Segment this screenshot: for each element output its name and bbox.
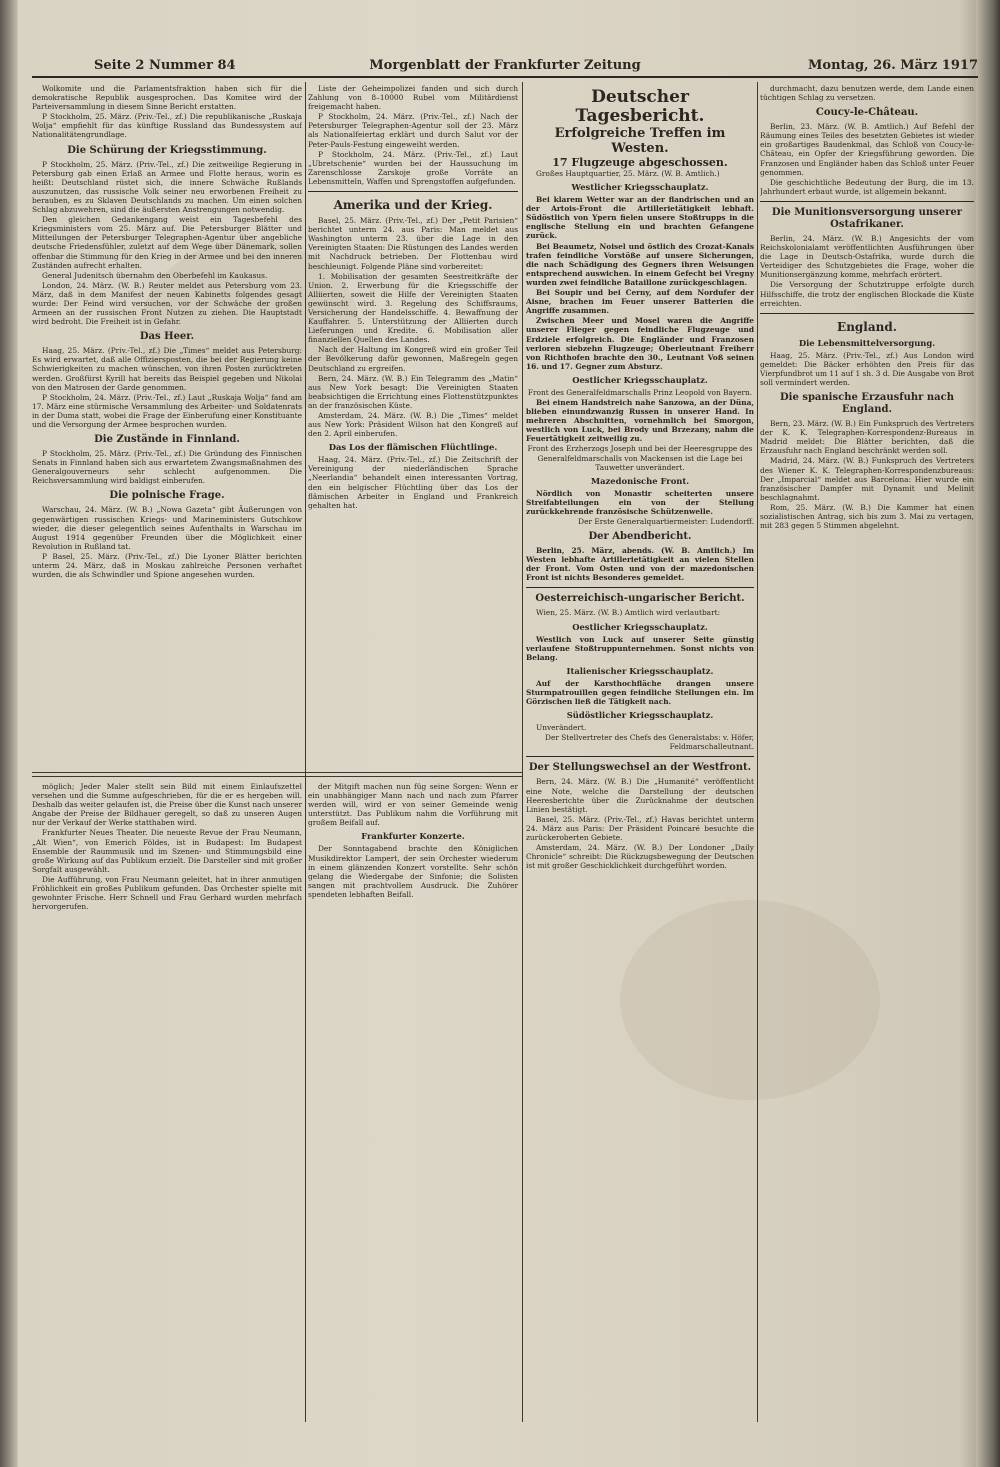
article-text: Die geschichtliche Bedeutung der Burg, die im 13. Jahrhundert erbaut wurde, ist allgemein bekannt. (760, 177, 974, 196)
article-text: Berlin, 24. März. (W. B.) Angesichts der vom Reichskolonialamt veröffentlichten Ausführungen über die Lage in Deutsch-Ostafrika, wurde durch die Verteidiger des Schutzgebietes die Frage, woher die Munitionsergänzung komme, mehrfach erörtert. (760, 233, 974, 280)
headline: Der Abendbericht. (588, 531, 692, 543)
article-text: durchmacht, dazu benutzen werde, dem Lande einen tüchtigen Schlag zu versetzen. (760, 84, 974, 103)
article-text: Nach der Haltung im Kongreß wird ein großer Teil der Bevölkerung dafür gewonnen, Maßregeln gegen Deutschland zu ergreifen. (308, 345, 518, 373)
article-text: Bern, 24. März. (W. B.) Ein Telegramm des „Matin“ aus New York besagt: Die Vereinigten Staaten beabsichtigen die Errichtung eines Flottenstützpunktes an der französischen Küste. (308, 373, 518, 410)
section-heading: Italienischer Kriegsschauplatz. (566, 665, 714, 676)
article-text: möglich; Jeder Maler stellt sein Bild mit einem Einlaufszettel versehen und die Summe aufgeschrieben, für die er es hergeben will. Deshalb das weiter gelaufen ist, die Preise über die Kunst nach unserer Angabe der Preise der Bildhauer geregelt, so daß zu unseren Augen nur der Verkauf der Werke statthaben wird. (32, 782, 302, 828)
section-rule (760, 313, 974, 314)
article-text: Madrid, 24. März. (W. B.) Funkspruch des Vertreters des Wiener K. K. Telegraphen-Korrespondenzbureaus: Der „Imparcial“ meldet aus Barcelona: Hier wurde ein französischer Dampfer mit Dynamit und Melinit beschlagnahmt. (760, 456, 974, 502)
article-text: Liste der Geheimpolizei fanden und sich durch Zahlung von 8–10000 Rubel vom Militärdienst freigemacht haben. (308, 84, 518, 112)
headline: Das Los der flämischen Flüchtlinge. (328, 442, 498, 453)
headline: Coucy-le-Château. (815, 107, 919, 119)
article-text: Basel, 25. März. (Priv.-Tel., zf.) Der „Petit Parisien“ berichtet unterm 24. aus Paris: Man meldet aus Washington unterm 23. über die Lage in den Vereinigten Staaten: Die Rüstungen des Landes werden mit Nachdruck betrieben. Der Flottenbau wird beschleunigt. Folgende Pläne sind vorbereitet: (308, 216, 518, 271)
article-text: Zwischen Meer und Mosel waren die Angriffe unserer Flieger gegen feindliche Flugzeuge und Erdziele erfolgreich. Die Engländer und Franzosen verloren siebzehn Flugzeuge; Oberleutnant Freiherr von Richthofen brachte den 30., Leutnant Voß seinen 16. und 17. Gegner zum Absturz. (526, 316, 754, 371)
feuilleton-column-1 (32, 782, 302, 1418)
section-heading: Mazedonische Front. (590, 475, 690, 486)
subheadline: Erfolgreiche Treffen im Westen. (554, 126, 726, 156)
article-text: P Stockholm, 25. März. (Priv.-Tel., zf.) Die Gründung des Finnischen Senats in Finnland haben sich aus erwartetem Zwangsmaßnahmen des Generalgouverneurs sehr schlecht aufgenommen. Die Reichsversammlung wird baldigst einberufen. (32, 449, 302, 486)
article-text: Bei Soupir und bei Cerny, auf dem Nordufer der Aisne, brachen im Feuer unserer Batterien die Angriffe zusammen. (526, 288, 754, 316)
article-text: Haag, 25. März. (Priv.-Tel., zf.) Die „Times“ meldet aus Petersburg: Es wird erwartet, daß alle Offiziersposten, die bei der Regierung keine Schwierigkeiten zu machen wünschen, von ihren Posten zurücktreten werden. Großfürst Kyrill hat bereits das Beispiel gegeben und Nikolai von den Matrosen der Garde genommen. (32, 346, 302, 392)
section-heading: Oestlicher Kriegsschauplatz. (572, 374, 708, 385)
signature: Der Erste Generalquartiermeister: Ludendorff. (578, 517, 754, 526)
article-text: Der Sonntagabend brachte den Königlichen Musikdirektor Lampert, der sein Orchester wiederum in einem glänzenden Konzert vorstellte. Sehr schön gelang die Wiedergabe der Sinfonie; die Solisten sangen mit prachtvollem Ausdruck. Die Zuhörer spendeten lebhaften Beifall. (308, 844, 518, 899)
column-2 (308, 84, 518, 768)
article-text: P Stockholm, 25. März. (Priv.-Tel., zf.) Die republikanische „Ruskaja Wolja“ empfiehlt für das künftige Russland das Bundessystem auf Nationalitätengrundlage. (32, 112, 302, 140)
article-text: Warschau, 24. März. (W. B.) „Nowa Gazeta“ gibt Äußerungen von gegenwärtigen russischen Kriegs- und Marineministers Gutschkow wieder, die dieser gelegentlich seines Aufenthalts in Warschau im August 1914 gegenüber Freunden über die Möglichkeit einer Revolution in Rußland tat. (32, 505, 302, 551)
dateline: Wien, 25. März. (W. B.) Amtlich wird verlautbart: (536, 608, 721, 618)
section-rule (526, 756, 754, 757)
section-heading: Westlicher Kriegsschauplatz. (571, 182, 709, 193)
article-text: Die Versorgung der Schutztruppe erfolgte durch Hilfsschiffe, die trotz der englischen Blockade die Küste erreichten. (760, 280, 974, 308)
article-text: Bern, 24. März. (W. B.) Die „Humanité“ veröffentlicht eine Note, welche die Darstellung der deutschen Heeresberichte über die Zurücknahme der deutschen Linien bestätigt. (526, 777, 754, 814)
section-heading: Die Lebensmittelversorgung. (798, 337, 936, 348)
subheadline: 17 Flugzeuge abgeschossen. (552, 156, 728, 169)
article-text: Frankfurter Neues Theater. Die neueste Revue der Frau Neumann, „Alt Wien“, von Emerich Földes, ist in Budapest: Im Budapest Ensemble der Raummusik und im Szenen- und Stimmungsbild eine große Wirkung auf das Publikum erzielt. Die Darsteller sind mit großer Sorgfalt ausgewählt. (32, 828, 302, 874)
feuilleton-column-2 (308, 782, 518, 1418)
headline: Die Schürung der Kriegsstimmung. (67, 144, 267, 156)
article-text: Amsterdam, 24. März. (W. B.) Die „Times“ meldet aus New York: Präsident Wilson hat den Kongreß auf den 2. April einberufen. (308, 411, 518, 439)
article-text: General Judenitsch übernahm den Oberbefehl im Kaukasus. (42, 270, 268, 280)
headline: Das Heer. (139, 331, 195, 343)
article-text: Bern, 23. März. (W. B.) Ein Funkspruch des Vertreters der K. K. Telegraphen-Korrespondenz-Bureaus in Madrid meldet: Die Blätter berichten, daß die Erzausfuhr nach England beschränkt werden soll. (760, 419, 974, 456)
article-text: Auf der Karsthochfläche drangen unsere Sturmpatrouillen gegen feindliche Stellungen ein. Im Görzischen ließ die Tätigkeit nach. (526, 678, 754, 707)
page-number: Seite 2 Nummer 84 (94, 58, 236, 73)
article-text: Haag, 25. März. (Priv.-Tel., zf.) Aus London wird gemeldet: Die Bäcker erhöhten den Preis für das Vierpfundbrot um 11 auf 1 sh. 3 d. Die Ausgabe von Brot soll vermindert werden. (760, 350, 974, 387)
page-edge (976, 0, 1000, 1467)
article-text: P Stockholm, 25. März. (Priv.-Tel., zf.) Die zeitweilige Regierung in Petersburg gab einen Erlaß an Armee und Flotte heraus, worin es heißt: Deutschland rüstet sich, die innere Schwäche Rußlands auszunutzen, das russische Volk seiner neu erworbenen Freiheit zu berauben, es zu Sklaven Deutschlands zu machen. Um einen solchen Schlag abzuwehren, sind die äußersten Anstrengungen notwendig. (32, 159, 302, 215)
headline: Die spanische Erzausfuhr nach England. (780, 392, 954, 416)
headline: Die Zustände in Finnland. (94, 434, 240, 446)
headline: Der Stellungswechsel an der Westfront. (528, 762, 752, 774)
article-text: P Basel, 25. März. (Priv.-Tel., zf.) Die Lyoner Blätter berichten unterm 24. März, daß in Moskau zahlreiche Personen verhaftet wurden, die als Schwindler und Spione angesehen wurden. (32, 551, 302, 580)
article-text: Amsterdam, 24. März. (W. B.) Der Londoner „Daily Chronicle“ schreibt: Die Rückzugsbewegung der Deutschen ist mit großer Geschicklichkeit durchgeführt worden. (526, 843, 754, 871)
article-text: 1. Mobilisation der gesamten Seestreitkräfte der Union. 2. Erwerbung für die Kriegsschiffe der Alliierten, soweit die Hilfe der Vereinigten Staaten gewünscht wird. 3. Regelung des Schiffsraums, Versicherung der Handelsschiffe. 4. Bewaffnung der Kauffahrer. 5. Unterstützung der Alliierten durch Lieferungen und Kredite. 6. Mobilisation aller finanziellen Quellen des Landes. (308, 271, 518, 345)
article-text: Bei einem Handstreich nahe Sanzowa, an der Düna, blieben einundzwanzig Russen in unserer Hand. In mehreren Abschnitten, vornehmlich bei Smorgon, westlich von Luck, bei Brody und Brzezany, nahm die Feuertätigkeit zeitweilig zu. (526, 397, 754, 444)
article-text: Basel, 25. März. (Priv.-Tel., zf.) Havas berichtet unterm 24. März aus Paris: Der Präsident Poincaré besuchte die zurückeroberten Gebiete. (526, 814, 754, 842)
article-text: P Stockholm, 24. März. (Priv.-Tel., zf.) Nach der Petersburger Telegraphen-Agentur soll der 23. März als Nationalfeiertag erklärt und durch Salut vor der Peter-Pauls-Festung eingeweiht werden. (308, 112, 518, 149)
binding-edge (0, 0, 18, 1467)
section-rule (308, 191, 518, 192)
masthead (32, 58, 978, 78)
headline: Die Munitionsversorgung unserer Ostafrikaner. (771, 206, 963, 230)
article-text: Haag, 24. März. (Priv.-Tel., zf.) Die Zeitschrift der Vereinigung der niederländischen Sprache „Neerlandia“ behandelt einen interessanten Vortrag, den ein belgischer Flüchtling über das Los der flämischen Arbeiter in England und Frankreich gehalten hat. (308, 455, 518, 510)
section-rule (526, 587, 754, 588)
front-line: Front des Generalfeldmarschalls Prinz Leopold von Bayern. (527, 387, 753, 397)
headline: Amerika und der Krieg. (333, 198, 493, 213)
article-text: Rom, 25. März. (W. B.) Die Kammer hat einen sozialistischen Antrag, sich bis zum 3. Mai zu vertagen, mit 283 gegen 5 Stimmen abgelehnt. (760, 502, 974, 531)
article-text: Die Aufführung, von Frau Neumann geleitet, hat in ihrer anmutigen Fröhlichkeit ein großes Publikum gefunden. Das Orchester spielte mit gewohnter Frische. Herr Schnell und Frau Gerhard wurden mehrfach hervorgerufen. (32, 874, 302, 912)
article-text: Den gleichen Gedankengang weist ein Tagesbefehl des Kriegsministers vom 25. März auf. Die Petersburger Blätter und Mitteilungen der Petersburger Telegraphen-Agentur über angebliche deutsche Friedensfühler, zuletzt auf dem Wege über Dänemark, sollen offenbar die Stimmung für den Krieg in der Armee und bei den inneren Zuständen aufrecht erhalten. (32, 215, 302, 270)
section-heading: Oestlicher Kriegsschauplatz. (572, 621, 708, 632)
column-rule (305, 82, 306, 1422)
article-text: Bei Beaumetz, Noisel und östlich des Crozat-Kanals trafen feindliche Vorstöße auf unsere Sicherungen, die nach Schädigung des Gegners ihren Weisungen entsprechend auswichen. In einem Gefecht bei Vregny wurden zwei feindliche Bataillone zurückgeschlagen. (526, 241, 754, 287)
article-text: Wolkomite und die Parlamentsfraktion haben sich für die demokratische Republik ausgesprochen. Das Komitee wird der Parteiversammlung in diesem Sinne Bericht erstatten. (32, 84, 302, 112)
article-text: Nördlich von Monastir scheiterten unsere Streifabteilungen ein von der Stellung zurückkehrende französische Schützenwelle. (526, 488, 754, 516)
article-text: Westlich von Luck auf unserer Seite günstig verlaufene Stoßtruppunternehmen. Sonst nichts von Belang. (526, 634, 754, 662)
signature: Der Stellvertreter des Chefs des Generalstabs: v. Höfer, Feldmarschalleutnant. (545, 733, 754, 752)
headline: Die polnische Frage. (109, 490, 225, 502)
article-text: der Mitgift machen nun füg seine Sorgen: Wenn er ein unabhängiger Mann nach und nach zum Pfarrer werden will, wird er von seiner Gemeinde wenig unterstützt. Das Publikum nahm die Vorführung mit großem Beifall auf. (308, 782, 518, 828)
section-heading: Südöstlicher Kriegsschauplatz. (566, 710, 714, 721)
article-text: Unverändert. (536, 723, 587, 733)
headline: England. (837, 319, 897, 334)
newspaper-title: Morgenblatt der Frankfurter Zeitung (369, 58, 641, 73)
front-line: Front des Erzherzogs Joseph und bei der Heeresgruppe des Generalfeldmarschalls von Mackensen ist die Lage bei Tauwetter unverändert. (527, 444, 753, 472)
headline: Deutscher Tagesbericht. (575, 87, 705, 126)
feuilleton-rule (32, 772, 522, 773)
article-text: London, 24. März. (W. B.) Reuter meldet aus Petersburg vom 23. März, daß in dem Manifest der neuen Kabinetts folgendes gesagt wurde: Der Feind wird versuchen, vor der Schwäche der großen Armeen an der russischen Front Nutzen zu ziehen. Die Hauptstadt wird bedroht. Die Freiheit ist in Gefahr. (32, 280, 302, 327)
issue-date: Montag, 26. März 1917 (808, 58, 978, 73)
column-1 (32, 84, 302, 768)
section-heading: Frankfurter Konzerte. (361, 831, 465, 842)
section-rule (760, 201, 974, 202)
feuilleton-rule (32, 776, 522, 777)
column-4 (760, 84, 974, 1414)
headline: Oesterreichisch-ungarischer Bericht. (535, 593, 745, 605)
article-text: P Stockholm, 24. März. (Priv.-Tel., zf.) Laut „Ruskaja Wolja“ fand am 17. März eine stürmische Versammlung des Arbeiter- und Soldatenrats in der Duma statt, wobei die Frage der Einberufung einer Konstituante und die Versorgung der Armee besprochen wurden. (32, 392, 302, 429)
article-text: Berlin, 23. März. (W. B. Amtlich.) Auf Befehl der Räumung eines Teiles des besetzten Gebietes ist wieder ein großartiges Baudenkmal, das Schloß von Coucy-le-Château, ein Opfer der Kriegsführung geworden. Die Franzosen und Engländer haben das Schloß unter Feuer genommen. (760, 122, 974, 177)
article-text: Berlin, 25. März, abends. (W. B. Amtlich.) Im Westen lebhafte Artillerietätigkeit an vielen Stellen der Front. Vom Osten und von der mazedonischen Front ist nichts Besonderes gemeldet. (526, 546, 754, 583)
article-text: P Stockholm, 24. März. (Priv.-Tel., zf.) Laut „Ubretschenie“ wurden bei der Haussuchung im Zarenschlosse Zarskoje große Vorräte an Lebensmitteln, Waffen und Sprengstoffen aufgefunden. (308, 149, 518, 186)
column-rule (757, 82, 758, 1422)
dateline: Großes Hauptquartier, 25. März. (W. B. Amtlich.) (536, 169, 720, 178)
article-text: Bei klarem Wetter war an der flandrischen und an der Artois-Front die Artillerietätigkeit lebhaft. Südöstlich von Ypern fielen unsere Stoßtrupps in die englische Stellung ein und brachten Gefangene zurück. (526, 195, 754, 241)
column-3 (526, 84, 754, 1414)
column-rule (522, 82, 523, 1422)
